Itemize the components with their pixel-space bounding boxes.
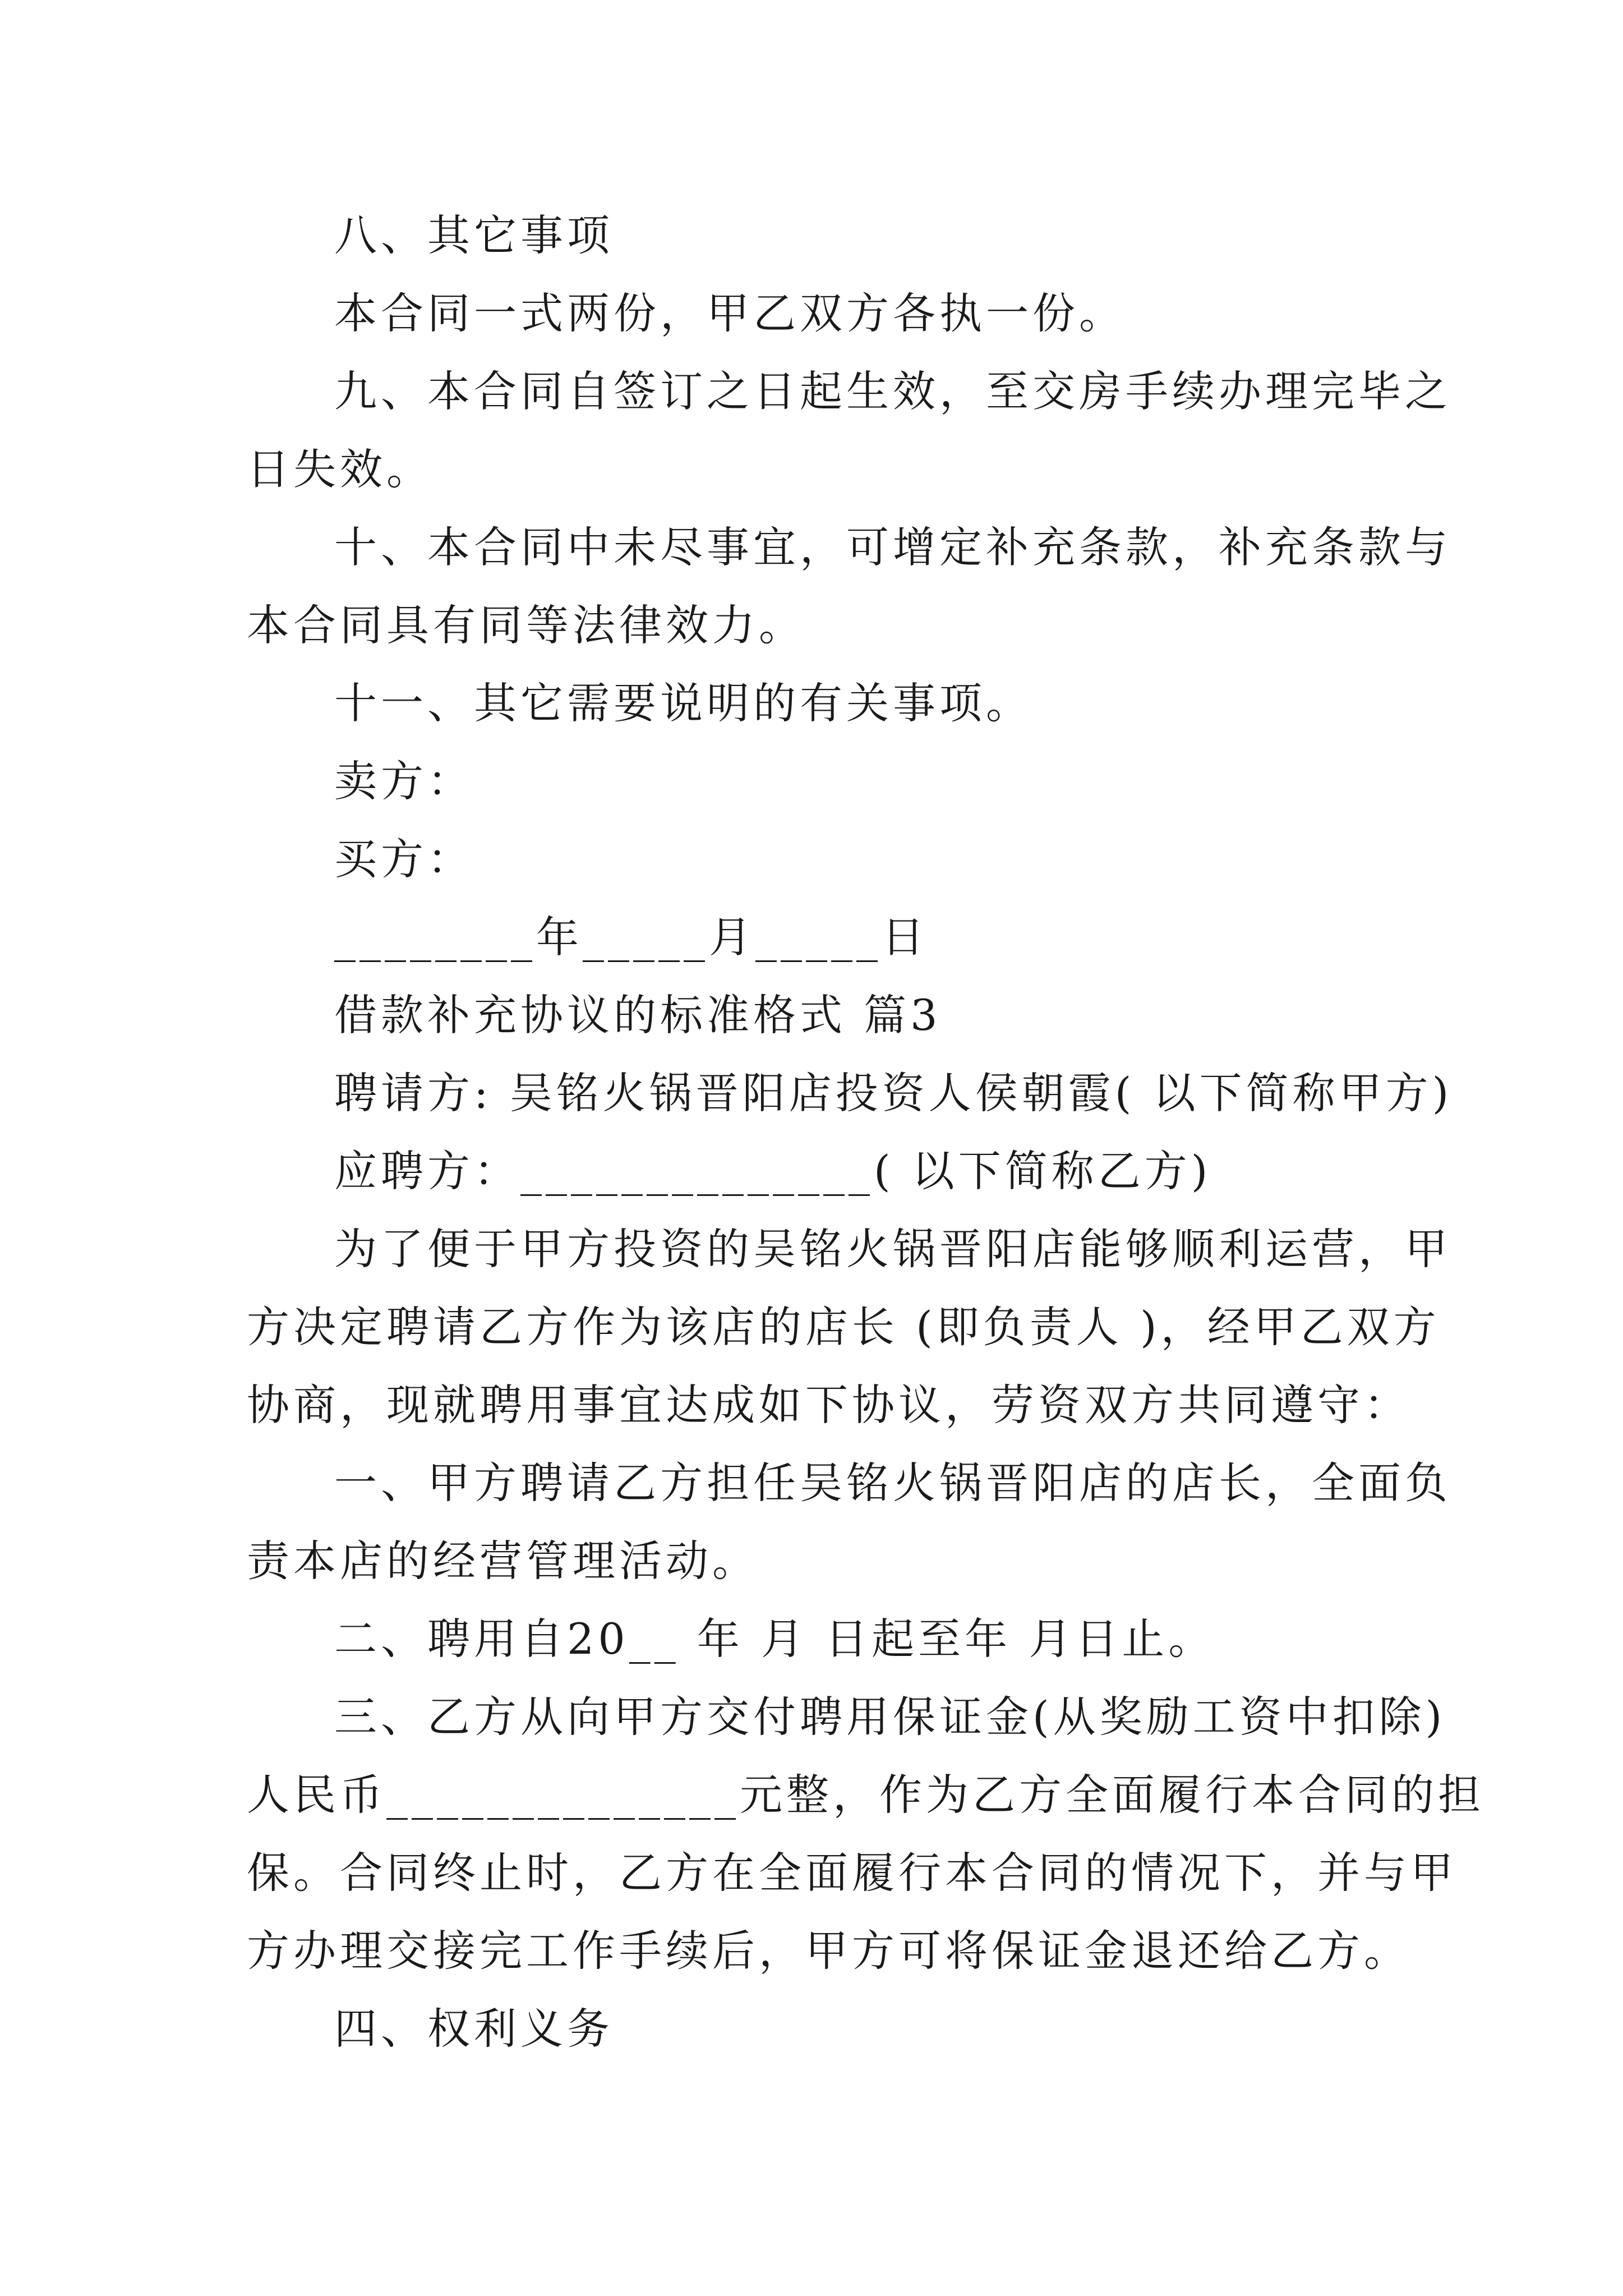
- section-heading-other-matters: 八、其它事项: [334, 210, 614, 260]
- paragraph-line: 为了便于甲方投资的吴铭火锅晋阳店能够顺利运营，甲: [334, 1224, 1451, 1274]
- paragraph-line: 人民币______________元整，作为乙方全面履行本合同的担: [247, 1770, 1484, 1820]
- paragraph-line: 责本店的经营管理活动。: [247, 1536, 759, 1586]
- paragraph-line: 十、本合同中未尽事宜，可增定补充条款，补充条款与: [334, 522, 1451, 572]
- paragraph-line: 九、本合同自签订之日起生效，至交房手续办理完毕之: [334, 366, 1451, 416]
- section-heading-rights-obligations: 四、权利义务: [334, 2004, 614, 2054]
- paragraph-line: 协商，现就聘用事宜达成如下协议，劳资双方共同遵守：: [247, 1380, 1410, 1430]
- paragraph-line: 方决定聘请乙方作为该店的店长 (即负责人 )，经甲乙双方: [247, 1302, 1440, 1352]
- paragraph-line: 方办理交接完工作手续后，甲方可将保证金退还给乙方。: [247, 1926, 1410, 1976]
- document-body: [247, 196, 1484, 2068]
- paragraph-line: 十一、其它需要说明的有关事项。: [334, 678, 1032, 728]
- article-title: 借款补充协议的标准格式 篇3: [334, 990, 942, 1040]
- paragraph-line: 二、聘用自20__ 年 月 日起至年 月日止。: [334, 1614, 1215, 1664]
- paragraph-line: 三、乙方从向甲方交付聘用保证金(从奖励工资中扣除): [334, 1692, 1446, 1742]
- paragraph-line: 一、甲方聘请乙方担任吴铭火锅晋阳店的店长，全面负: [334, 1458, 1451, 1508]
- employer-line: 聘请方: 吴铭火锅晋阳店投资人侯朝霞( 以下简称甲方): [334, 1068, 1453, 1118]
- paragraph-line: 日失效。: [247, 444, 433, 494]
- employee-line: 应聘方：______________( 以下简称乙方): [334, 1146, 1212, 1196]
- paragraph-line: 本合同具有同等法律效力。: [247, 600, 805, 650]
- paragraph-line: 本合同一式两份，甲乙双方各执一份。: [334, 288, 1126, 338]
- paragraph-line: 保。合同终止时，乙方在全面履行本合同的情况下，并与甲: [247, 1848, 1457, 1898]
- date-line: ________年_____月_____日: [334, 912, 928, 962]
- buyer-signature-label: 买方：: [334, 834, 474, 884]
- seller-signature-label: 卖方：: [334, 756, 474, 806]
